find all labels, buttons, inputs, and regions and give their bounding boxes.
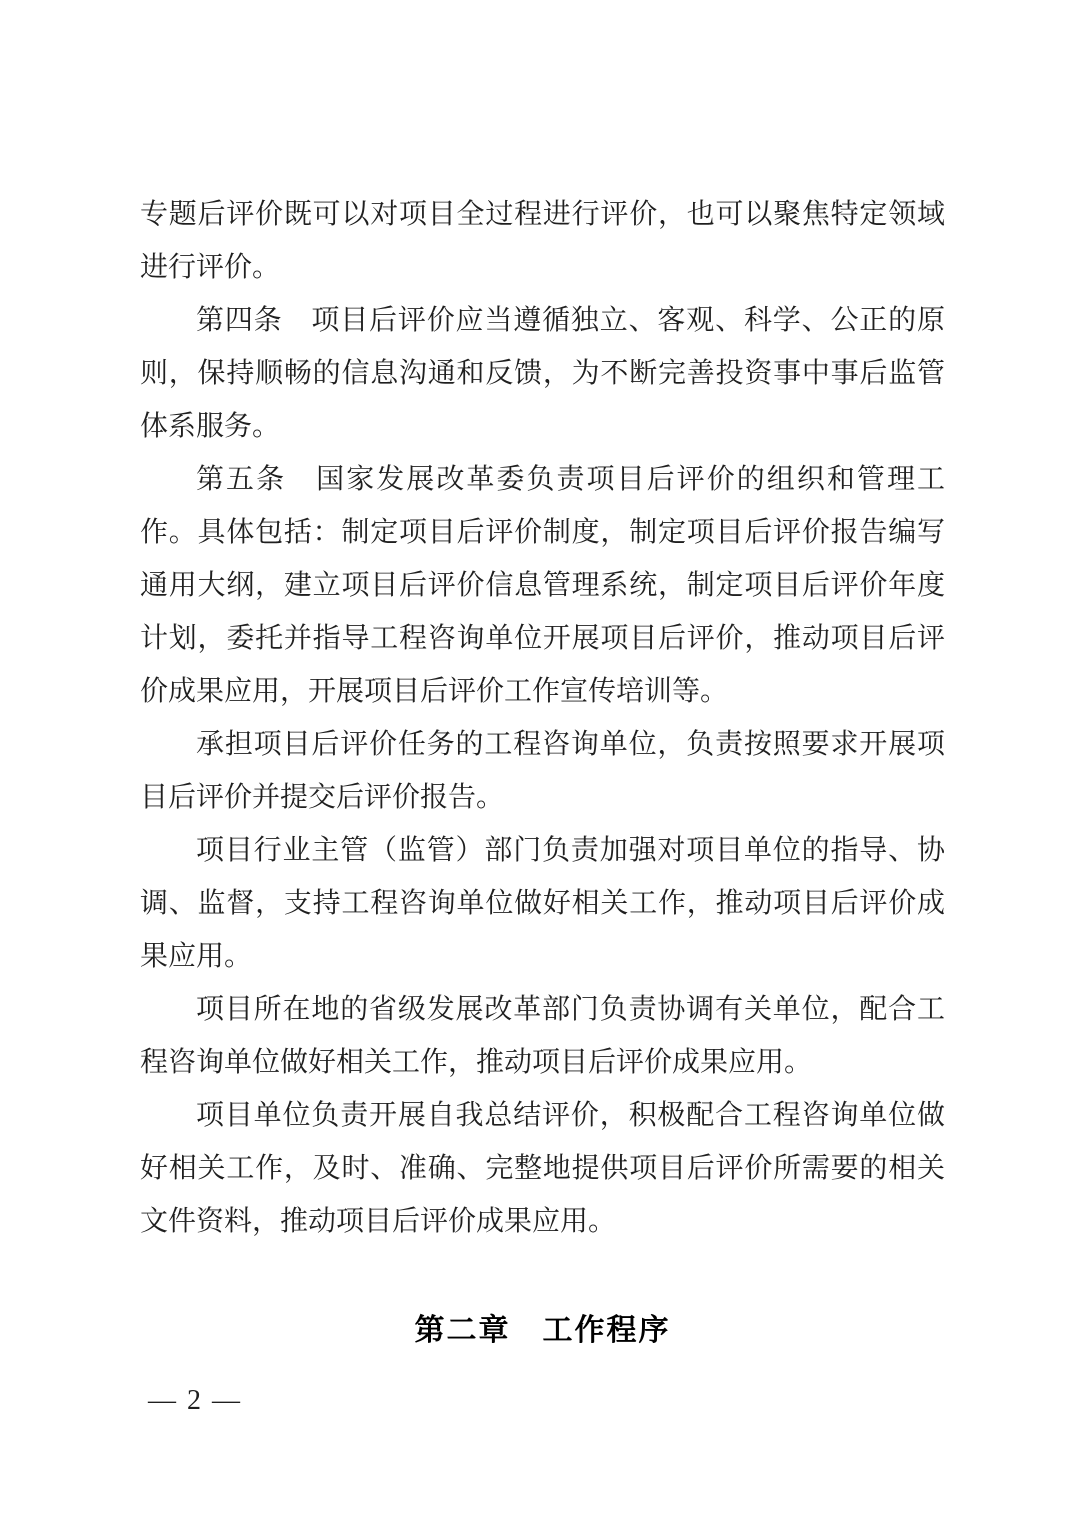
paragraph-article-4: 第四条 项目后评价应当遵循独立、客观、科学、公正的原则，保持顺畅的信息沟通和反馈，为不断完善投资事中事后监管体系服务。 — [140, 305, 945, 442]
document-body — [140, 188, 945, 1357]
paragraph-article-5: 第五条 国家发展改革委负责项目后评价的组织和管理工作。具体包括：制定项目后评价制度，制定项目后评价报告编写通用大纲，建立项目后评价信息管理系统，制定项目后评价年度计划，委托并指导工程咨询单位开展项目后评价，推动项目后评价成果应用，开展项目后评价工作宣传培训等。 — [140, 464, 945, 707]
page-number: — 2 — — [148, 1385, 242, 1416]
paragraph-industry-authority-duty: 项目行业主管（监管）部门负责加强对项目单位的指导、协调、监督，支持工程咨询单位做好相关工作，推动项目后评价成果应用。 — [140, 835, 945, 972]
paragraph-consulting-unit-duty: 承担项目后评价任务的工程咨询单位，负责按照要求开展项目后评价并提交后评价报告。 — [140, 729, 945, 813]
paragraph-continuation: 专题后评价既可以对项目全过程进行评价，也可以聚焦特定领域进行评价。 — [140, 199, 945, 283]
paragraph-project-unit-duty: 项目单位负责开展自我总结评价，积极配合工程咨询单位做好相关工作，及时、准确、完整地提供项目后评价所需要的相关文件资料，推动项目后评价成果应用。 — [140, 1100, 945, 1237]
chapter-heading: 第二章 工作程序 — [414, 1314, 671, 1347]
paragraph-provincial-ndrc-duty: 项目所在地的省级发展改革部门负责协调有关单位，配合工程咨询单位做好相关工作，推动项目后评价成果应用。 — [140, 994, 945, 1078]
